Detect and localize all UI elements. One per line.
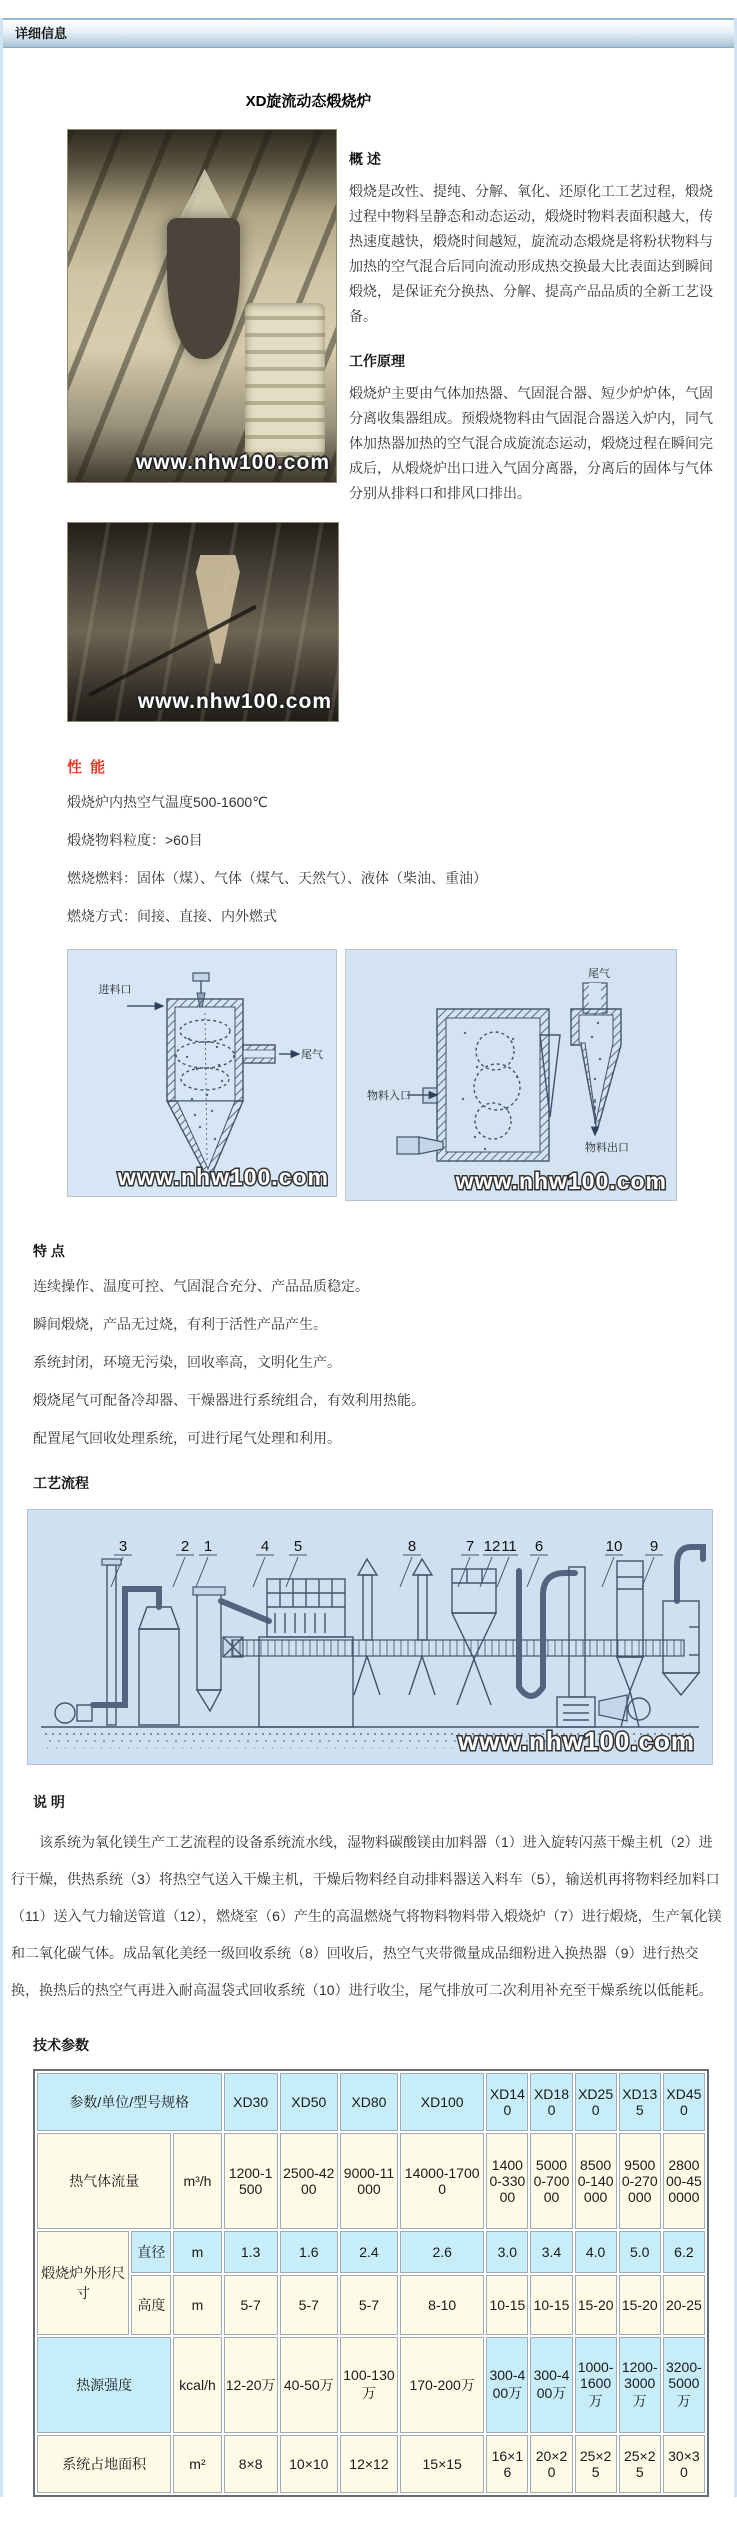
- process-number-label: 5: [293, 1538, 303, 1555]
- spec-value-cell: 2500-4200: [280, 2133, 338, 2229]
- features-heading: 特 点: [33, 1243, 65, 1259]
- feed-inlet-label: 进料口: [98, 984, 132, 996]
- spec-value-cell: 9000-11000: [340, 2133, 398, 2229]
- spec-value-cell: 85000-140000: [575, 2133, 617, 2229]
- feature-item: 配置尾气回收处理系统，可进行尾气处理和利用。: [33, 1430, 341, 1446]
- material-outlet-label: 物料出口: [585, 1142, 629, 1154]
- feature-item: 煅烧尾气可配备冷却器、干燥器进行系统组合，有效利用热能。: [33, 1392, 425, 1408]
- spec-label-cell: 热气体流量: [37, 2133, 171, 2229]
- watermark-text: www.nhw100.com: [458, 1726, 695, 1756]
- description-body: 该系统为氧化镁生产工艺流程的设备系统流水线，湿物料碳酸镁由加料器（1）进入旋转闪蒸干燥主机（2）进行干燥，供热系统（3）将热空气送入干燥主机，干燥后物料经自动排料器送入料车（5），输送机再将物料经加料口（11）送入气力输送管道（12），燃烧室（6）产生的高温燃烧气将物料物料带入煅烧炉（7）进行煅烧，生产氧化镁和二氧化碳气体。成品氧化美经一级回收系统（8）回收后，热空气夹带微量成品细粉进入换热器（9）进行热交换，换热后的热空气再进入耐高温袋式回收系统（10）进行收尘，尾气排放可二次利用补充至干燥系统以低能耗。: [11, 1834, 722, 1998]
- tail-gas-label: 尾气: [301, 1049, 323, 1061]
- process-number-label: 1: [203, 1538, 213, 1555]
- spec-value-cell: 5-7: [340, 2275, 398, 2335]
- overview-body: 煅烧是改性、提纯、分解、氧化、还原化工工艺过程，煅烧过程中物料呈静态和动态运动，煅烧时物料表面积越大，传热速度越快，煅烧时间越短，旋流动态煅烧是将粉状物料与加热的空气混合后同向流动形成热交换最大比表面达到瞬间煅烧，是保证充分换热、分解、提高产品品质的全新工艺设备。: [349, 183, 713, 324]
- spec-unit-cell: m: [173, 2275, 221, 2335]
- specs-table-body: [37, 2073, 705, 2493]
- product-photo-2: [67, 522, 339, 722]
- spec-sub-cell: 高度: [131, 2275, 171, 2335]
- spec-label-cell: 热源强度: [37, 2337, 171, 2433]
- spec-value-cell: 1.3: [224, 2231, 278, 2273]
- photo-decor-cone: [178, 169, 232, 222]
- spec-value-cell: 14000-33000: [486, 2133, 528, 2229]
- spec-value-cell: 10-15: [486, 2275, 528, 2335]
- specs-heading: 技术参数: [33, 2037, 89, 2053]
- page: [0, 18, 737, 2497]
- product-title: XD旋流动态煅烧炉: [245, 93, 372, 110]
- material-inlet-label: 物料入口: [367, 1090, 411, 1102]
- furnace-diagrams: [67, 949, 726, 1201]
- spec-value-cell: 3.4: [530, 2231, 572, 2273]
- spec-unit-cell: m: [173, 2231, 221, 2273]
- spec-unit-cell: kcal/h: [173, 2337, 221, 2433]
- spec-value-cell: 5.0: [619, 2231, 661, 2273]
- spec-value-cell: 5-7: [224, 2275, 278, 2335]
- spec-model-cell: XD250: [575, 2073, 617, 2131]
- page-header-title: 详细信息: [15, 26, 68, 41]
- spec-model-cell: XD100: [400, 2073, 484, 2131]
- spec-value-cell: 1000-1600万: [575, 2337, 617, 2433]
- performance-item: 煅烧物料粒度：>60目: [67, 832, 203, 848]
- spec-value-cell: 3200-5000万: [663, 2337, 705, 2433]
- process-flow-svg: [27, 1509, 713, 1765]
- furnace-diagram-left: [67, 949, 337, 1197]
- spec-value-cell: 15×15: [400, 2435, 484, 2493]
- feature-item: 瞬间煅烧，产品无过烧，有利于活性产品产生。: [33, 1316, 327, 1332]
- spec-model-cell: XD180: [530, 2073, 572, 2131]
- spec-value-cell: 1.6: [280, 2231, 338, 2273]
- performance-item: 燃烧方式：间接、直接、内外燃式: [67, 908, 277, 924]
- spec-corner-cell: 参数/单位/型号规格: [37, 2073, 222, 2131]
- spec-unit-cell: m²: [173, 2435, 221, 2493]
- process-number-label: 12: [483, 1538, 501, 1555]
- process-flow-diagram: [27, 1509, 726, 1770]
- spec-value-cell: 25×25: [575, 2435, 617, 2493]
- spec-model-cell: XD30: [224, 2073, 278, 2131]
- feature-item: 系统封闭，环境无污染，回收率高，文明化生产。: [33, 1354, 341, 1370]
- spec-value-cell: 15-20: [575, 2275, 617, 2335]
- process-number-label: 7: [465, 1538, 475, 1555]
- spec-value-cell: 10-15: [530, 2275, 572, 2335]
- page-header-bar: [3, 18, 734, 48]
- spec-value-cell: 2.4: [340, 2231, 398, 2273]
- spec-value-cell: 10×10: [280, 2435, 338, 2493]
- watermark-text: www.nhw100.com: [117, 1164, 329, 1190]
- spec-value-cell: 4.0: [575, 2231, 617, 2273]
- performance-item: 燃烧燃料：固体（煤）、气体（煤气、天然气）、液体（柴油、重油）: [67, 870, 487, 886]
- spec-value-cell: 14000-17000: [400, 2133, 484, 2229]
- performance-heading: 性 能: [67, 759, 108, 776]
- spec-value-cell: 1200-1500: [224, 2133, 278, 2229]
- spec-value-cell: 20×20: [530, 2435, 572, 2493]
- process-heading: 工艺流程: [33, 1475, 89, 1491]
- photo-decor-brace: [88, 605, 257, 697]
- photo-decor-cyclone: [195, 555, 241, 664]
- spec-value-cell: 3.0: [486, 2231, 528, 2273]
- process-number-label: 10: [605, 1538, 623, 1555]
- process-number-label: 2: [180, 1538, 190, 1555]
- process-number-label: 3: [118, 1538, 128, 1555]
- principle-body: 煅烧炉主要由气体加热器、气固混合器、短少炉炉体，气固分离收集器组成。预煅烧物料由气固混合器送入炉内，同气体加热器加热的空气混合成旋流态运动，煅烧过程在瞬间完成后，从煅烧炉出口进入气固分离器，分离后的固体与气体分别从排料口和排风口排出。: [349, 385, 713, 501]
- watermark-text: www.nhw100.com: [137, 690, 332, 713]
- spec-value-cell: 30×30: [663, 2435, 705, 2493]
- spec-value-cell: 170-200万: [400, 2337, 484, 2433]
- watermark-text: www.nhw100.com: [135, 451, 330, 474]
- spec-value-cell: 40-50万: [280, 2337, 338, 2433]
- process-number-label: 4: [260, 1538, 270, 1555]
- spec-value-cell: 15-20: [619, 2275, 661, 2335]
- spec-value-cell: 50000-70000: [530, 2133, 572, 2229]
- process-number-label: 11: [501, 1538, 517, 1555]
- spec-value-cell: 20-25: [663, 2275, 705, 2335]
- spec-unit-cell: m³/h: [173, 2133, 221, 2229]
- spec-model-cell: XD140: [486, 2073, 528, 2131]
- process-number-label: 9: [649, 1538, 659, 1555]
- spec-value-cell: 12-20万: [224, 2337, 278, 2433]
- spec-model-cell: XD50: [280, 2073, 338, 2131]
- spec-value-cell: 8-10: [400, 2275, 484, 2335]
- spec-value-cell: 1200-3000万: [619, 2337, 661, 2433]
- spec-label-cell: 煅烧炉外形尺寸: [37, 2231, 129, 2335]
- spec-value-cell: 12×12: [340, 2435, 398, 2493]
- content-area: [3, 90, 734, 2497]
- furnace-diagram-right: [345, 949, 677, 1201]
- spec-model-cell: XD80: [340, 2073, 398, 2131]
- tail-gas-label: 尾气: [588, 968, 610, 980]
- spec-value-cell: 95000-270000: [619, 2133, 661, 2229]
- process-number-label: 8: [407, 1538, 417, 1555]
- spec-value-cell: 8×8: [224, 2435, 278, 2493]
- spec-value-cell: 300-400万: [486, 2337, 528, 2433]
- description-heading: 说 明: [33, 1794, 65, 1810]
- principle-heading: 工作原理: [349, 353, 405, 369]
- spec-value-cell: 5-7: [280, 2275, 338, 2335]
- specs-table: [33, 2069, 709, 2497]
- photo-decor-bags: [245, 303, 325, 458]
- spec-value-cell: 300-400万: [530, 2337, 572, 2433]
- spec-value-cell: 6.2: [663, 2231, 705, 2273]
- spec-value-cell: 280000-450000: [663, 2133, 705, 2229]
- spec-value-cell: 16×16: [486, 2435, 528, 2493]
- spec-model-cell: XD450: [663, 2073, 705, 2131]
- watermark-text: www.nhw100.com: [455, 1168, 667, 1194]
- spec-sub-cell: 直径: [131, 2231, 171, 2273]
- spec-value-cell: 2.6: [400, 2231, 484, 2273]
- performance-item: 煅烧炉内热空气温度500-1600℃: [67, 794, 268, 810]
- spec-value-cell: 25×25: [619, 2435, 661, 2493]
- intro-section: [11, 127, 726, 518]
- product-photo-1: [67, 129, 337, 483]
- overview-heading: 概 述: [349, 151, 381, 167]
- spec-value-cell: 100-130万: [340, 2337, 398, 2433]
- spec-label-cell: 系统占地面积: [37, 2435, 171, 2493]
- process-number-label: 6: [534, 1538, 544, 1555]
- photo-decor-vessel: [167, 218, 239, 359]
- spec-model-cell: XD135: [619, 2073, 661, 2131]
- feature-item: 连续操作、温度可控、气固混合充分、产品品质稳定。: [33, 1278, 369, 1294]
